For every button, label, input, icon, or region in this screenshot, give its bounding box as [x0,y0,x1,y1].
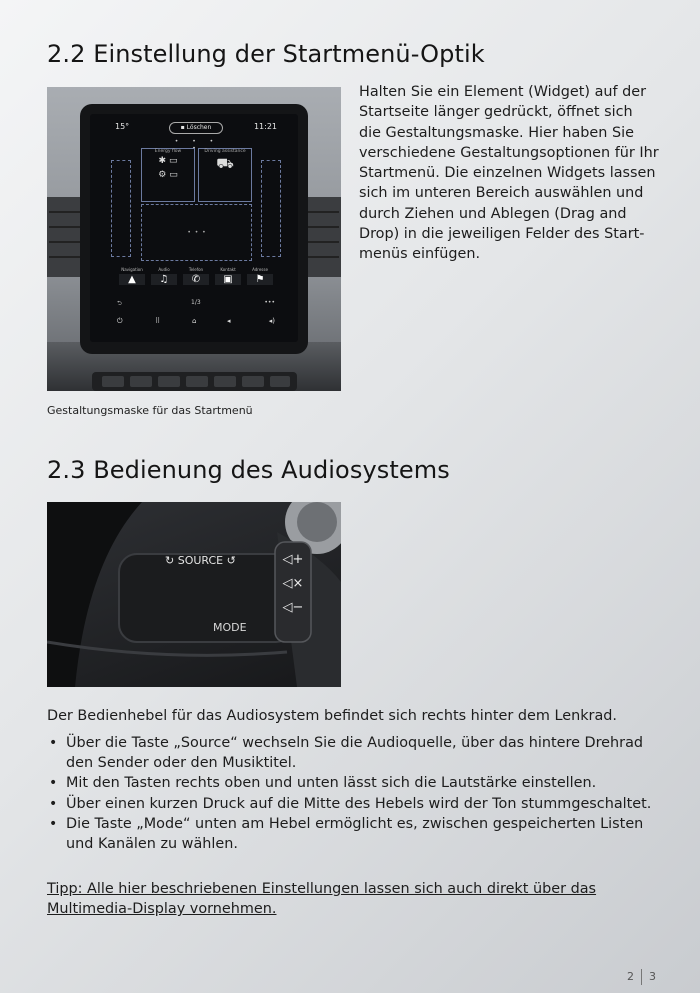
widget-slot-right [261,160,281,257]
shortcut-adresse [247,267,273,285]
rotate-right-icon: ↺ [226,554,236,567]
shortcut-adresse-label: Adresse [252,267,268,272]
screen-delete-button [169,122,223,134]
power-icon: ⏻ [117,317,123,325]
volume-plus-icon: ◁+ [282,552,304,567]
widget-driving-label: Driving assistance [204,149,246,154]
page-number-right: 3 [649,970,656,983]
page-indicator: 1/3 [191,299,201,306]
screen-clock: 11:21 [253,122,277,131]
screen-temperature: 15° [115,122,130,131]
shortcut-row [119,267,273,285]
shortcut-kontakt [215,267,241,285]
grid-icon: ⠿ [155,317,161,325]
home-icon: ⌂ [192,317,197,325]
lever-volume-buttons [279,548,307,620]
shortcut-navigation [119,267,145,285]
volume-up-icon: ◂) [268,317,275,325]
shortcut-kontakt-label: Kontakt [220,267,236,272]
car-icon: ⛟ [216,156,234,172]
lever-source-text: SOURCE [177,554,224,567]
back-icon: ⮌ [117,300,122,307]
shortcut-audio-label: Audio [158,267,170,272]
tip-text: Tipp: Alle hier beschriebenen Einstellungen lassen sich auch direkt über das Multimedia-Display vornehmen. [47,881,597,918]
page-number-left: 2 [627,970,634,983]
section-2-2-paragraph: Halten Sie ein Element (Widget) auf der Startseite länger gedrückt, öffnet sich die Gestaltungsmaske. Hier haben Sie verschiedene Gestaltungsoptionen für Ihr Startmenü. Die einzelnen Widgets lassen sich im unteren Bereich auswählen und durch Ziehen und Ablegen (Drag and Drop) in die jeweiligen Felder des Start- menüs einfügen. [359,84,659,263]
more-icon: ••• [264,299,275,306]
contact-icon: ▣ [215,274,241,285]
screen-delete-label: Löschen [186,124,212,131]
energy-icons: ✱ ▭ ⚙ ▭ [158,156,178,180]
page-dots: • • • • [174,138,220,152]
lever-mode-label: MODE [213,621,247,634]
trash-icon: ▪ [180,124,185,131]
shortcut-navigation-label: Navigation [121,267,143,272]
shortcut-audio [151,267,177,285]
navigation-arrow-icon: ▲ [119,274,145,285]
list-item: • Über einen kurzen Druck auf die Mitte des Hebels wird der Ton stummgeschaltet. [47,794,662,814]
shortcut-telefon-label: Telefon [188,267,204,272]
page-number [627,969,656,985]
phone-icon: ✆ [183,274,209,285]
photo-audio-lever [47,502,341,687]
lever-source-label [165,554,236,567]
infotainment-screen [111,120,281,333]
volume-down-icon: ◂ [227,317,231,325]
photo-startmenu-screen [47,87,341,391]
list-item: • Die Taste „Mode“ unten am Hebel ermöglicht es, zwischen gespeicherten Listen und Kanälen zu wählen. [47,814,662,854]
flag-icon: ⚑ [247,274,273,285]
image-caption: Gestaltungsmaske für das Startmenü [47,404,253,417]
volume-minus-icon: ◁− [282,600,304,615]
widget-slot-center: • • • [141,204,252,261]
music-note-icon: ♫ [151,274,177,285]
shortcut-telefon [183,267,209,285]
rotate-left-icon: ↻ [165,554,175,567]
widget-energy-flow [141,148,195,202]
widget-slot-left [111,160,131,257]
page-number-divider [641,969,642,985]
widget-energy-label: Energy flow [154,149,182,154]
mute-icon: ◁× [282,576,304,591]
list-item: • Über die Taste „Source“ wechseln Sie die Audioquelle, über das hintere Drehrad den Sender oder den Musiktitel. [47,733,662,773]
widget-driving-assistance [198,148,252,202]
section-heading-2-2: 2.2 Einstellung der Startmenü-Optik [47,40,485,68]
section-heading-2-3: 2.3 Bedienung des Audiosystems [47,456,450,484]
list-item: • Mit den Tasten rechts oben und unten lässt sich die Lautstärke einstellen. [47,773,662,793]
section-2-3-intro: Der Bedienhebel für das Audiosystem befindet sich rechts hinter dem Lenkrad. [47,708,618,724]
audio-bullet-list [47,733,662,854]
